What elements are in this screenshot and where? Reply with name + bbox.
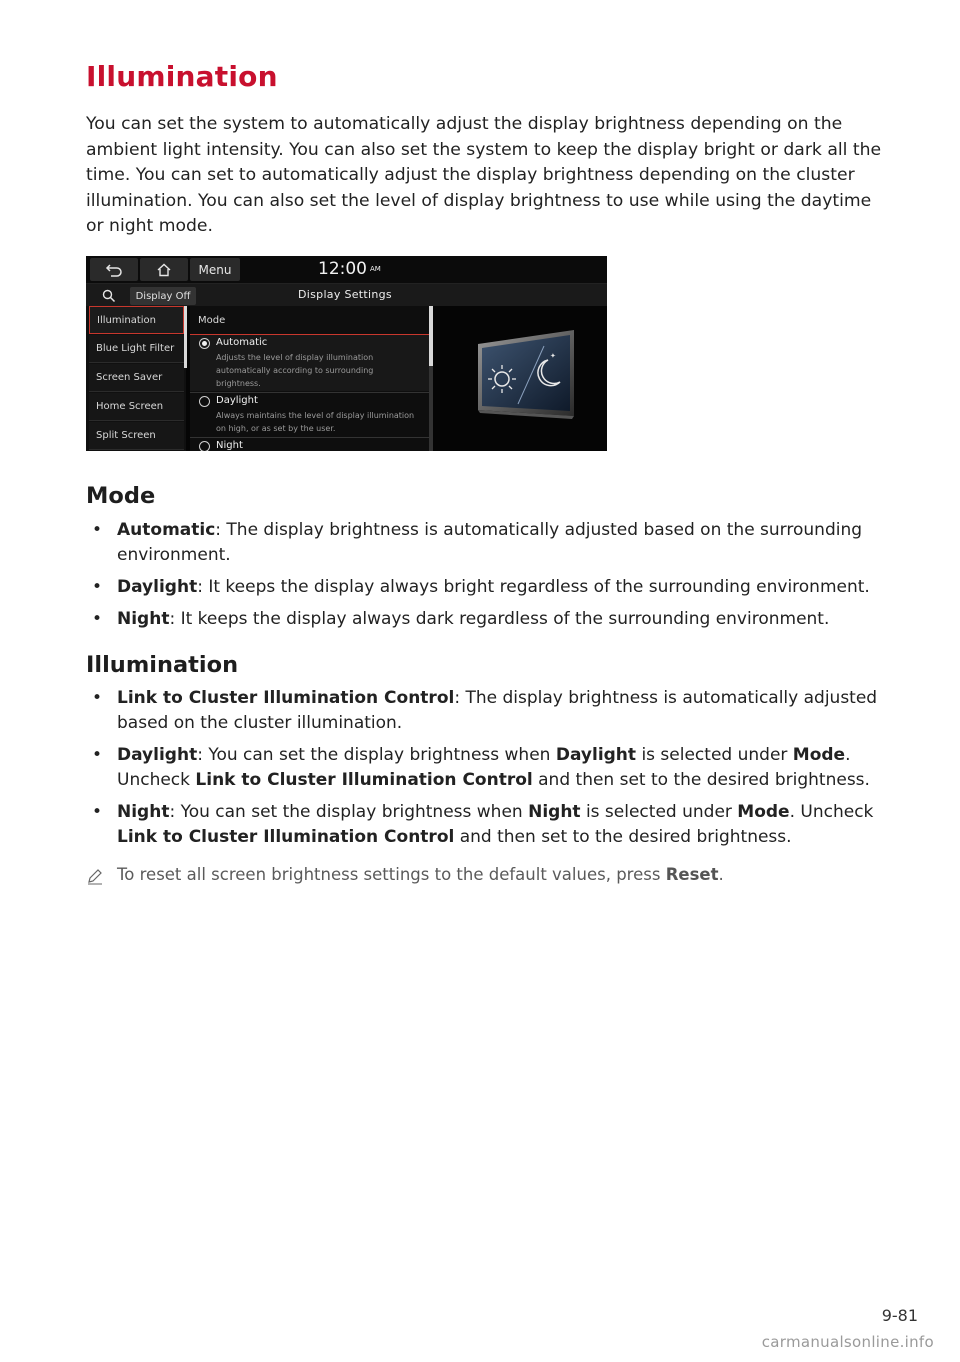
radio-night[interactable] <box>199 441 210 451</box>
text-fragment: is selected under <box>636 745 793 765</box>
text-fragment: and then set to the desired brightness. <box>532 770 870 790</box>
text-automatic: : The display brightness is automatically adjusted based on the surrounding environment. <box>117 520 863 565</box>
page-number: 9-81 <box>881 1306 918 1325</box>
bold-mode: Mode <box>792 745 846 765</box>
text-fragment: : You can set the display brightness when <box>197 745 556 765</box>
option-night-title: Night <box>216 440 243 451</box>
sidebar-item-home-screen[interactable]: Home Screen <box>89 393 184 421</box>
text-night: : It keeps the display always dark regardless of the surrounding environment. <box>169 609 830 629</box>
svg-text:✦: ✦ <box>550 352 556 360</box>
menu-button[interactable]: Menu <box>190 258 240 281</box>
note-reset: Reset <box>665 865 719 884</box>
option-automatic-desc: Adjusts the level of display illumination automatically according to surrounding brightness. <box>216 353 374 388</box>
text-daylight: : It keeps the display always bright regardless of the surrounding environment. <box>197 577 870 597</box>
mode-item-automatic <box>92 518 897 568</box>
sidebar-item-screen-saver[interactable]: Screen Saver <box>89 364 184 392</box>
option-automatic-title: Automatic <box>216 337 268 348</box>
screen-title: Display Settings <box>298 288 392 301</box>
option-daylight-title: Daylight <box>216 395 258 406</box>
pencil-note-icon <box>86 867 104 885</box>
sidebar-item-illumination[interactable]: Illumination <box>89 306 184 334</box>
panel-heading: Mode <box>198 315 226 326</box>
text-fragment: . Uncheck <box>117 745 851 790</box>
sidebar-item-split-screen[interactable]: Split Screen <box>89 422 184 450</box>
back-button[interactable] <box>90 258 138 281</box>
term-daylight-illum: Daylight <box>117 745 198 765</box>
home-button[interactable] <box>140 258 188 281</box>
watermark[interactable]: carmanualsonline.info <box>761 1333 934 1351</box>
page-title: Illumination <box>86 60 278 93</box>
text-fragment: and then set to the desired brightness. <box>454 827 792 847</box>
mode-item-daylight <box>92 575 897 600</box>
intro-paragraph: You can set the system to automatically adjust the display brightness depending on the ambient light intensity. You can also set the system to keep the display bright or dark all the time. You can set to automatically adjust the display brightness depending on the cluster illumination. You can also set the level of display brightness to use while using the daytime or night mode. <box>86 114 882 237</box>
term-automatic: Automatic <box>117 520 216 540</box>
bullet: • <box>92 688 103 708</box>
search-button[interactable] <box>90 286 128 305</box>
term-night-illum: Night <box>117 802 170 822</box>
search-icon <box>102 289 116 303</box>
note-text: To reset all screen brightness settings to the default values, press <box>117 865 666 884</box>
clock-ampm: AM <box>370 265 381 273</box>
bullet: • <box>92 520 103 540</box>
term-night: Night <box>117 609 170 629</box>
illum-item-daylight <box>92 743 897 793</box>
option-daylight[interactable] <box>190 392 430 437</box>
text-fragment: : You can set the display brightness when <box>169 802 529 822</box>
home-icon <box>156 263 172 277</box>
bold-link-cluster: Link to Cluster Illumination Control <box>195 770 533 790</box>
bullet: • <box>92 609 103 629</box>
bullet: • <box>92 802 103 822</box>
bold-night: Night <box>528 802 581 822</box>
option-night[interactable] <box>190 437 430 451</box>
bullet: • <box>92 577 103 597</box>
text-fragment: . Uncheck <box>789 802 874 822</box>
term-link-cluster: Link to Cluster Illumination Control <box>117 688 455 708</box>
illumination-heading: Illumination <box>86 652 239 678</box>
back-icon <box>105 263 123 277</box>
radio-automatic[interactable] <box>199 338 210 349</box>
text-fragment: is selected under <box>580 802 738 822</box>
mode-heading: Mode <box>86 483 156 509</box>
note-end: . <box>718 865 724 884</box>
bold-daylight: Daylight <box>555 745 637 765</box>
mode-panel <box>190 306 430 451</box>
illumination-preview <box>436 306 607 451</box>
settings-bar <box>86 283 607 306</box>
panel-scrollbar[interactable] <box>429 306 433 366</box>
text-link-cluster: : The display brightness is automatically adjusted based on the cluster illumination. <box>117 688 878 733</box>
panel-scroll-track <box>429 366 433 451</box>
settings-sidebar <box>86 306 186 451</box>
bullet: • <box>92 745 103 765</box>
term-daylight: Daylight <box>117 577 198 597</box>
illum-item-night <box>92 800 897 850</box>
sidebar-item-blue-light-filter[interactable]: Blue Light Filter <box>89 335 184 363</box>
display-illumination-icon <box>436 306 607 451</box>
clock-time: 12:00 <box>318 259 367 279</box>
sidebar-scrollbar[interactable] <box>184 306 187 368</box>
bold-link-cluster: Link to Cluster Illumination Control <box>117 827 455 847</box>
top-bar <box>86 256 607 283</box>
clock <box>318 259 381 279</box>
bold-mode: Mode <box>737 802 790 822</box>
display-settings-screenshot <box>86 256 607 451</box>
option-daylight-desc: Always maintains the level of display illumination on high, or as set by the user. <box>216 411 415 433</box>
illum-item-link-cluster <box>92 686 897 736</box>
radio-daylight[interactable] <box>199 396 210 407</box>
option-automatic[interactable] <box>190 334 430 391</box>
mode-item-night <box>92 607 897 632</box>
display-off-button[interactable]: Display Off <box>130 287 196 305</box>
